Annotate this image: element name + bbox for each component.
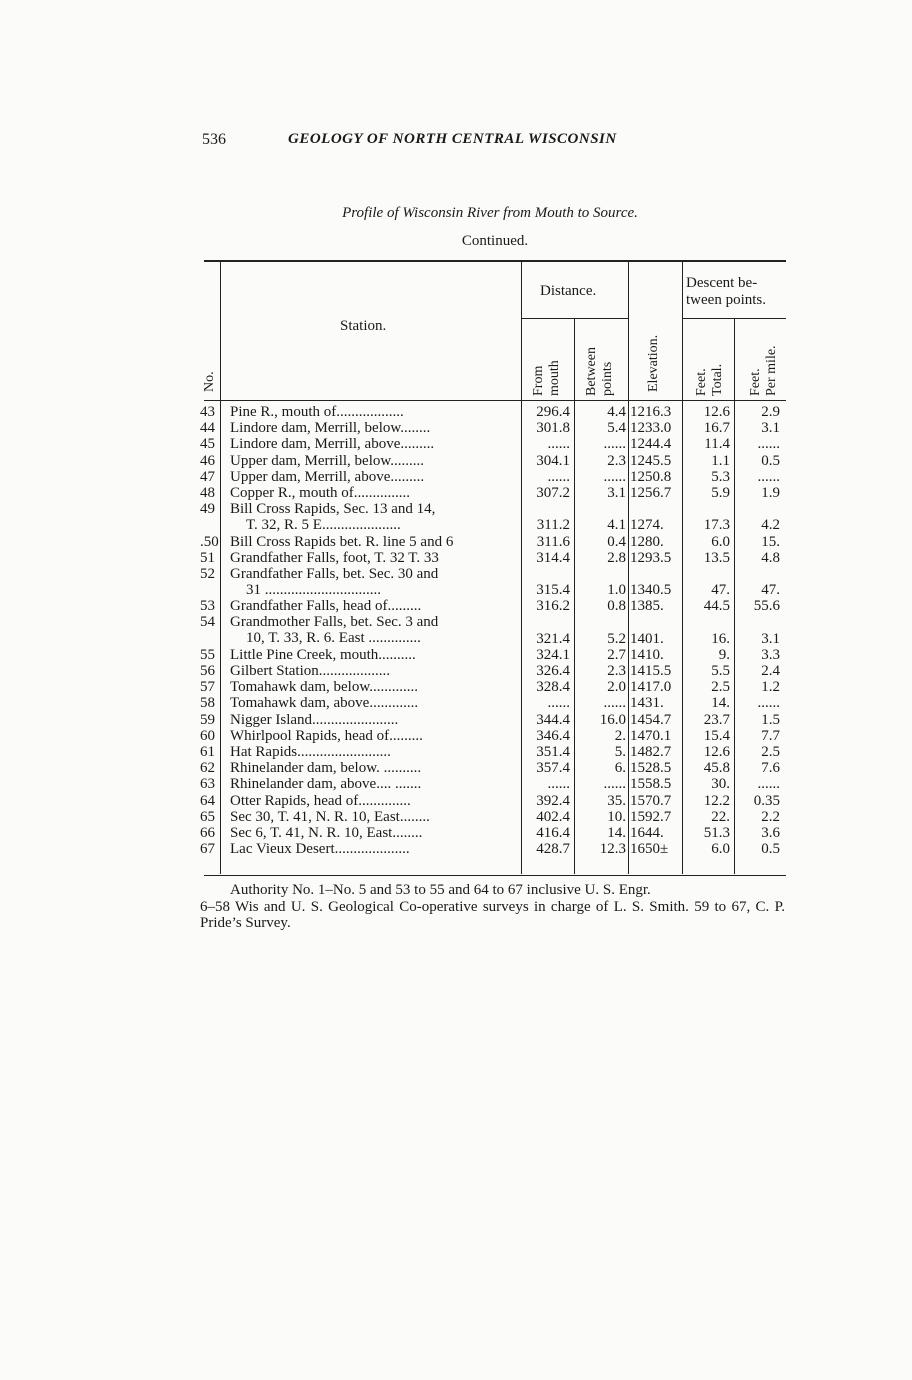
feet-per-mile-cell: 0.5 [761,841,780,858]
row-number: 43 [200,404,215,420]
table-row [0,436,912,452]
between-points-cell: 1.0 [607,582,626,599]
table-row [0,647,912,663]
from-mouth-cell: 326.4 [536,663,570,680]
feet-per-mile-cell: ...... [757,436,780,453]
feet-per-mile-cell: 3.6 [761,824,780,841]
elevation-cell: 1482.7 [630,743,672,760]
station-name: Tomahawk dam, below............. [230,679,418,696]
between-points-cell: 2.3 [607,452,626,469]
feet-per-mile-cell: 1.5 [761,711,780,728]
from-mouth-cell: 311.6 [536,533,570,550]
row-number: 51 [200,549,215,566]
station-cell [230,598,518,614]
feet-per-mile-cell: 2.5 [761,743,780,760]
footnote-rest: 6–58 Wis and U. S. Geological Co-operative surveys in charge of L. S. Smith. 59 to 67, C. P. Pride’s Survey. [200,898,785,931]
between-points-cell: 5. [614,743,626,760]
table-subtitle: Continued. [461,233,529,249]
station-cell [230,760,518,776]
from-mouth-cell: 315.4 [536,582,570,599]
row-number: 48 [200,484,215,501]
feet-per-mile-cell: 2.4 [761,663,780,680]
row-number: 55 [200,646,215,663]
from-mouth-cell: 402.4 [536,808,570,825]
from-mouth-cell: 351.4 [536,743,570,760]
station-name: Nigger Island....................... [230,711,399,728]
running-head: GEOLOGY OF NORTH CENTRAL WISCONSIN [288,131,617,147]
station-name: Sec 6, T. 41, N. R. 10, East........ [230,824,423,841]
table-row [0,404,912,420]
station-cell [230,744,518,760]
header-descent-1: Descent be- [686,275,758,291]
row-number: 52 [200,565,215,582]
elevation-cell: 1401. [630,630,664,647]
header-no: No. [202,371,217,392]
station-name: Grandmother Falls, bet. Sec. 3 and [230,614,439,631]
station-name: Rhinelander dam, below. .......... [230,760,422,777]
from-mouth-cell: 346.4 [536,727,570,744]
row-number: 56 [200,663,215,680]
feet-total-cell: 12.2 [703,792,730,809]
station-cell [230,453,518,469]
table-row [0,825,912,841]
elevation-cell: 1233.0 [630,420,672,437]
feet-total-cell: 23.7 [703,711,730,728]
row-number: 58 [200,695,215,712]
table-row [0,550,912,566]
elevation-cell: 1410. [630,646,664,663]
header-distance: Distance. [540,283,597,299]
station-cell [230,809,518,825]
from-mouth-cell: 296.4 [536,404,570,420]
elevation-cell: 1650± [630,841,669,858]
station-cell [230,663,518,679]
table-row [0,501,912,533]
station-name: Grandfather Falls, head of......... [230,598,422,615]
between-points-cell: 2.8 [607,549,626,566]
elevation-cell: 1256.7 [630,484,672,501]
from-mouth-cell: 357.4 [536,760,570,777]
elevation-cell: 1528.5 [630,760,672,777]
feet-total-cell: 16. [711,630,730,647]
header-between-1: Between [584,347,599,396]
table-row [0,614,912,646]
feet-total-cell: 6.0 [711,533,730,550]
between-points-cell: ...... [603,436,626,453]
feet-total-cell: 5.9 [711,484,730,501]
station-cell [230,485,518,501]
station-cell [230,404,518,420]
station-cell [230,534,518,550]
row-number: 49 [200,501,215,518]
between-points-cell: 5.4 [607,420,626,437]
from-mouth-cell: ...... [547,776,570,793]
table-top-rule [204,260,786,262]
from-mouth-cell: ...... [547,468,570,485]
from-mouth-cell: 314.4 [536,549,570,566]
row-number: 46 [200,452,215,469]
feet-total-cell: 9. [718,646,730,663]
row-number: 60 [200,727,215,744]
station-cell [230,420,518,436]
row-number: 45 [200,436,215,453]
station-name: Hat Rapids......................... [230,743,391,760]
table-title: Profile of Wisconsin River from Mouth to Source. [342,205,638,221]
feet-total-cell: 17.3 [703,517,730,534]
feet-per-mile-cell: ...... [757,468,780,485]
feet-total-cell: 44.5 [703,598,730,615]
feet-total-cell: 5.3 [711,468,730,485]
feet-total-cell: 30. [711,776,730,793]
feet-total-cell: 15.4 [703,727,730,744]
distance-subrule [522,318,628,319]
header-between-2: points [600,361,615,396]
table-row [0,453,912,469]
station-name: Bill Cross Rapids, Sec. 13 and 14, [230,501,436,518]
table-row [0,760,912,776]
from-mouth-cell: 311.2 [536,517,570,534]
from-mouth-cell: 307.2 [536,484,570,501]
station-cell [230,614,518,646]
feet-per-mile-cell: 2.9 [761,404,780,420]
between-points-cell: 0.4 [607,533,626,550]
table-row [0,695,912,711]
feet-per-mile-cell: 2.2 [761,808,780,825]
station-cell [230,436,518,452]
header-station: Station. [340,318,387,334]
page-number: 536 [202,131,226,148]
row-number: 62 [200,760,215,777]
feet-total-cell: 12.6 [703,404,730,420]
station-cell [230,647,518,663]
between-points-cell: 2. [614,727,626,744]
header-permile-1: Feet. [748,368,763,396]
from-mouth-cell: 416.4 [536,824,570,841]
elevation-cell: 1385. [630,598,664,615]
table-bottom-rule [204,875,786,876]
elevation-cell: 1415.5 [630,663,672,680]
feet-total-cell: 22. [711,808,730,825]
table-row [0,712,912,728]
header-from-1: From [531,365,546,396]
between-points-cell: 14. [607,824,626,841]
station-name: Grandfather Falls, bet. Sec. 30 and [230,565,439,582]
feet-per-mile-cell: 55.6 [753,598,780,615]
row-number: 64 [200,792,215,809]
table-row [0,534,912,550]
row-number: 44 [200,420,215,437]
station-cell [230,825,518,841]
station-cell [230,776,518,792]
between-points-cell: 2.3 [607,663,626,680]
feet-per-mile-cell: 3.1 [761,630,780,647]
station-name: Whirlpool Rapids, head of......... [230,727,423,744]
between-points-cell: 2.7 [607,646,626,663]
elevation-cell: 1417.0 [630,679,672,696]
station-name: Otter Rapids, head of.............. [230,792,411,809]
between-points-cell: 6. [614,760,626,777]
feet-per-mile-cell: 0.35 [753,792,780,809]
station-name: Grandfather Falls, foot, T. 32 T. 33 [230,549,439,566]
elevation-cell: 1431. [630,695,664,712]
feet-per-mile-cell: 1.2 [761,679,780,696]
feet-total-cell: 51.3 [703,824,730,841]
station-name-continued: 31 ............................... [246,581,381,598]
header-bottom-rule [204,400,786,401]
from-mouth-cell: 344.4 [536,711,570,728]
station-name: Lindore dam, Merrill, below........ [230,420,431,437]
row-number: 61 [200,743,215,760]
station-cell [230,550,518,566]
between-points-cell: ...... [603,468,626,485]
station-name: Copper R., mouth of............... [230,484,410,501]
from-mouth-cell: 321.4 [536,630,570,647]
page-header [0,131,912,155]
between-points-cell: ...... [603,695,626,712]
elevation-cell: 1340.5 [630,582,672,599]
elevation-cell: 1274. [630,517,664,534]
station-cell [230,469,518,485]
row-number: 66 [200,824,215,841]
station-cell [230,793,518,809]
table-row [0,793,912,809]
station-name: Lac Vieux Desert.................... [230,841,410,858]
elevation-cell: 1570.7 [630,792,672,809]
elevation-cell: 1558.5 [630,776,672,793]
elevation-cell: 1592.7 [630,808,672,825]
feet-per-mile-cell: ...... [757,776,780,793]
table-row [0,728,912,744]
elevation-cell: 1293.5 [630,549,672,566]
feet-total-cell: 45.8 [703,760,730,777]
station-name-continued: 10, T. 33, R. 6. East .............. [246,630,421,647]
elevation-cell: 1280. [630,533,664,550]
table-row [0,744,912,760]
from-mouth-cell: 428.7 [536,841,570,858]
station-cell [230,841,518,857]
between-points-cell: 0.8 [607,598,626,615]
header-from-2: mouth [547,360,562,396]
feet-total-cell: 13.5 [703,549,730,566]
table-row [0,598,912,614]
elevation-cell: 1644. [630,824,664,841]
between-points-cell: 4.1 [607,517,626,534]
feet-total-cell: 2.5 [711,679,730,696]
table-body [0,404,912,857]
table-row [0,566,912,598]
station-cell [230,501,518,533]
header-permile-2: Per mile. [764,345,779,396]
station-cell [230,728,518,744]
header-descent-2: tween points. [686,292,766,308]
from-mouth-cell: 392.4 [536,792,570,809]
station-name: Upper dam, Merrill, below......... [230,452,424,469]
station-name: Upper dam, Merrill, above......... [230,468,425,485]
between-points-cell: 2.0 [607,679,626,696]
station-name: Little Pine Creek, mouth.......... [230,646,416,663]
feet-total-cell: 12.6 [703,743,730,760]
station-name: Sec 30, T. 41, N. R. 10, East........ [230,808,430,825]
feet-total-cell: 1.1 [711,452,730,469]
from-mouth-cell: ...... [547,695,570,712]
feet-total-cell: 5.5 [711,663,730,680]
station-cell [230,679,518,695]
header-total-1: Feet. [694,368,709,396]
station-name: Tomahawk dam, above............. [230,695,419,712]
table-row [0,663,912,679]
elevation-cell: 1245.5 [630,452,672,469]
row-number: 63 [200,776,215,793]
from-mouth-cell: 316.2 [536,598,570,615]
table-row [0,485,912,501]
feet-per-mile-cell: 15. [761,533,780,550]
table-row [0,809,912,825]
feet-per-mile-cell: 7.6 [761,760,780,777]
between-points-cell: 12.3 [599,841,626,858]
feet-per-mile-cell: 47. [761,582,780,599]
station-name: Lindore dam, Merrill, above......... [230,436,435,453]
from-mouth-cell: 328.4 [536,679,570,696]
between-points-cell: 35. [607,792,626,809]
row-number: 54 [200,614,215,631]
table-row [0,469,912,485]
feet-per-mile-cell: 3.1 [761,420,780,437]
row-number: 57 [200,679,215,696]
row-number: 59 [200,711,215,728]
table-row [0,841,912,857]
between-points-cell: 3.1 [607,484,626,501]
between-points-cell: 4.4 [607,404,626,420]
station-name-continued: T. 32, R. 5 E..................... [246,517,401,534]
footnote-line-1: Authority No. 1–No. 5 and 53 to 55 and 64 to 67 inclusive U. S. Engr. [230,882,651,898]
elevation-cell: 1250.8 [630,468,672,485]
row-number: 65 [200,808,215,825]
feet-per-mile-cell: 4.8 [761,549,780,566]
station-name: Bill Cross Rapids bet. R. line 5 and 6 [230,533,454,550]
footnote [200,882,785,932]
header-elevation: Elevation. [646,334,661,392]
feet-per-mile-cell: 3.3 [761,646,780,663]
feet-total-cell: 16.7 [703,420,730,437]
table-row [0,776,912,792]
from-mouth-cell: 324.1 [536,646,570,663]
between-points-cell: ...... [603,776,626,793]
feet-total-cell: 47. [711,582,730,599]
station-cell [230,712,518,728]
station-name: Pine R., mouth of.................. [230,404,404,420]
table-row [0,420,912,436]
feet-per-mile-cell: 7.7 [761,727,780,744]
station-name: Rhinelander dam, above.... ....... [230,776,422,793]
between-points-cell: 10. [607,808,626,825]
from-mouth-cell: ...... [547,436,570,453]
row-number: 67 [200,841,215,858]
feet-per-mile-cell: 0.5 [761,452,780,469]
between-points-cell: 16.0 [599,711,626,728]
row-number: 47 [200,468,215,485]
station-cell [230,695,518,711]
elevation-cell: 1216.3 [630,404,672,420]
station-name: Gilbert Station................... [230,663,390,680]
feet-total-cell: 14. [711,695,730,712]
feet-total-cell: 6.0 [711,841,730,858]
from-mouth-cell: 301.8 [536,420,570,437]
elevation-cell: 1454.7 [630,711,672,728]
row-number: 53 [200,598,215,615]
header-total-2: Total. [710,363,725,396]
table-row [0,679,912,695]
station-cell [230,566,518,598]
row-number: .50 [200,533,219,550]
between-points-cell: 5.2 [607,630,626,647]
feet-per-mile-cell: 1.9 [761,484,780,501]
elevation-cell: 1470.1 [630,727,672,744]
elevation-cell: 1244.4 [630,436,672,453]
from-mouth-cell: 304.1 [536,452,570,469]
feet-per-mile-cell: ...... [757,695,780,712]
feet-per-mile-cell: 4.2 [761,517,780,534]
feet-total-cell: 11.4 [704,436,730,453]
